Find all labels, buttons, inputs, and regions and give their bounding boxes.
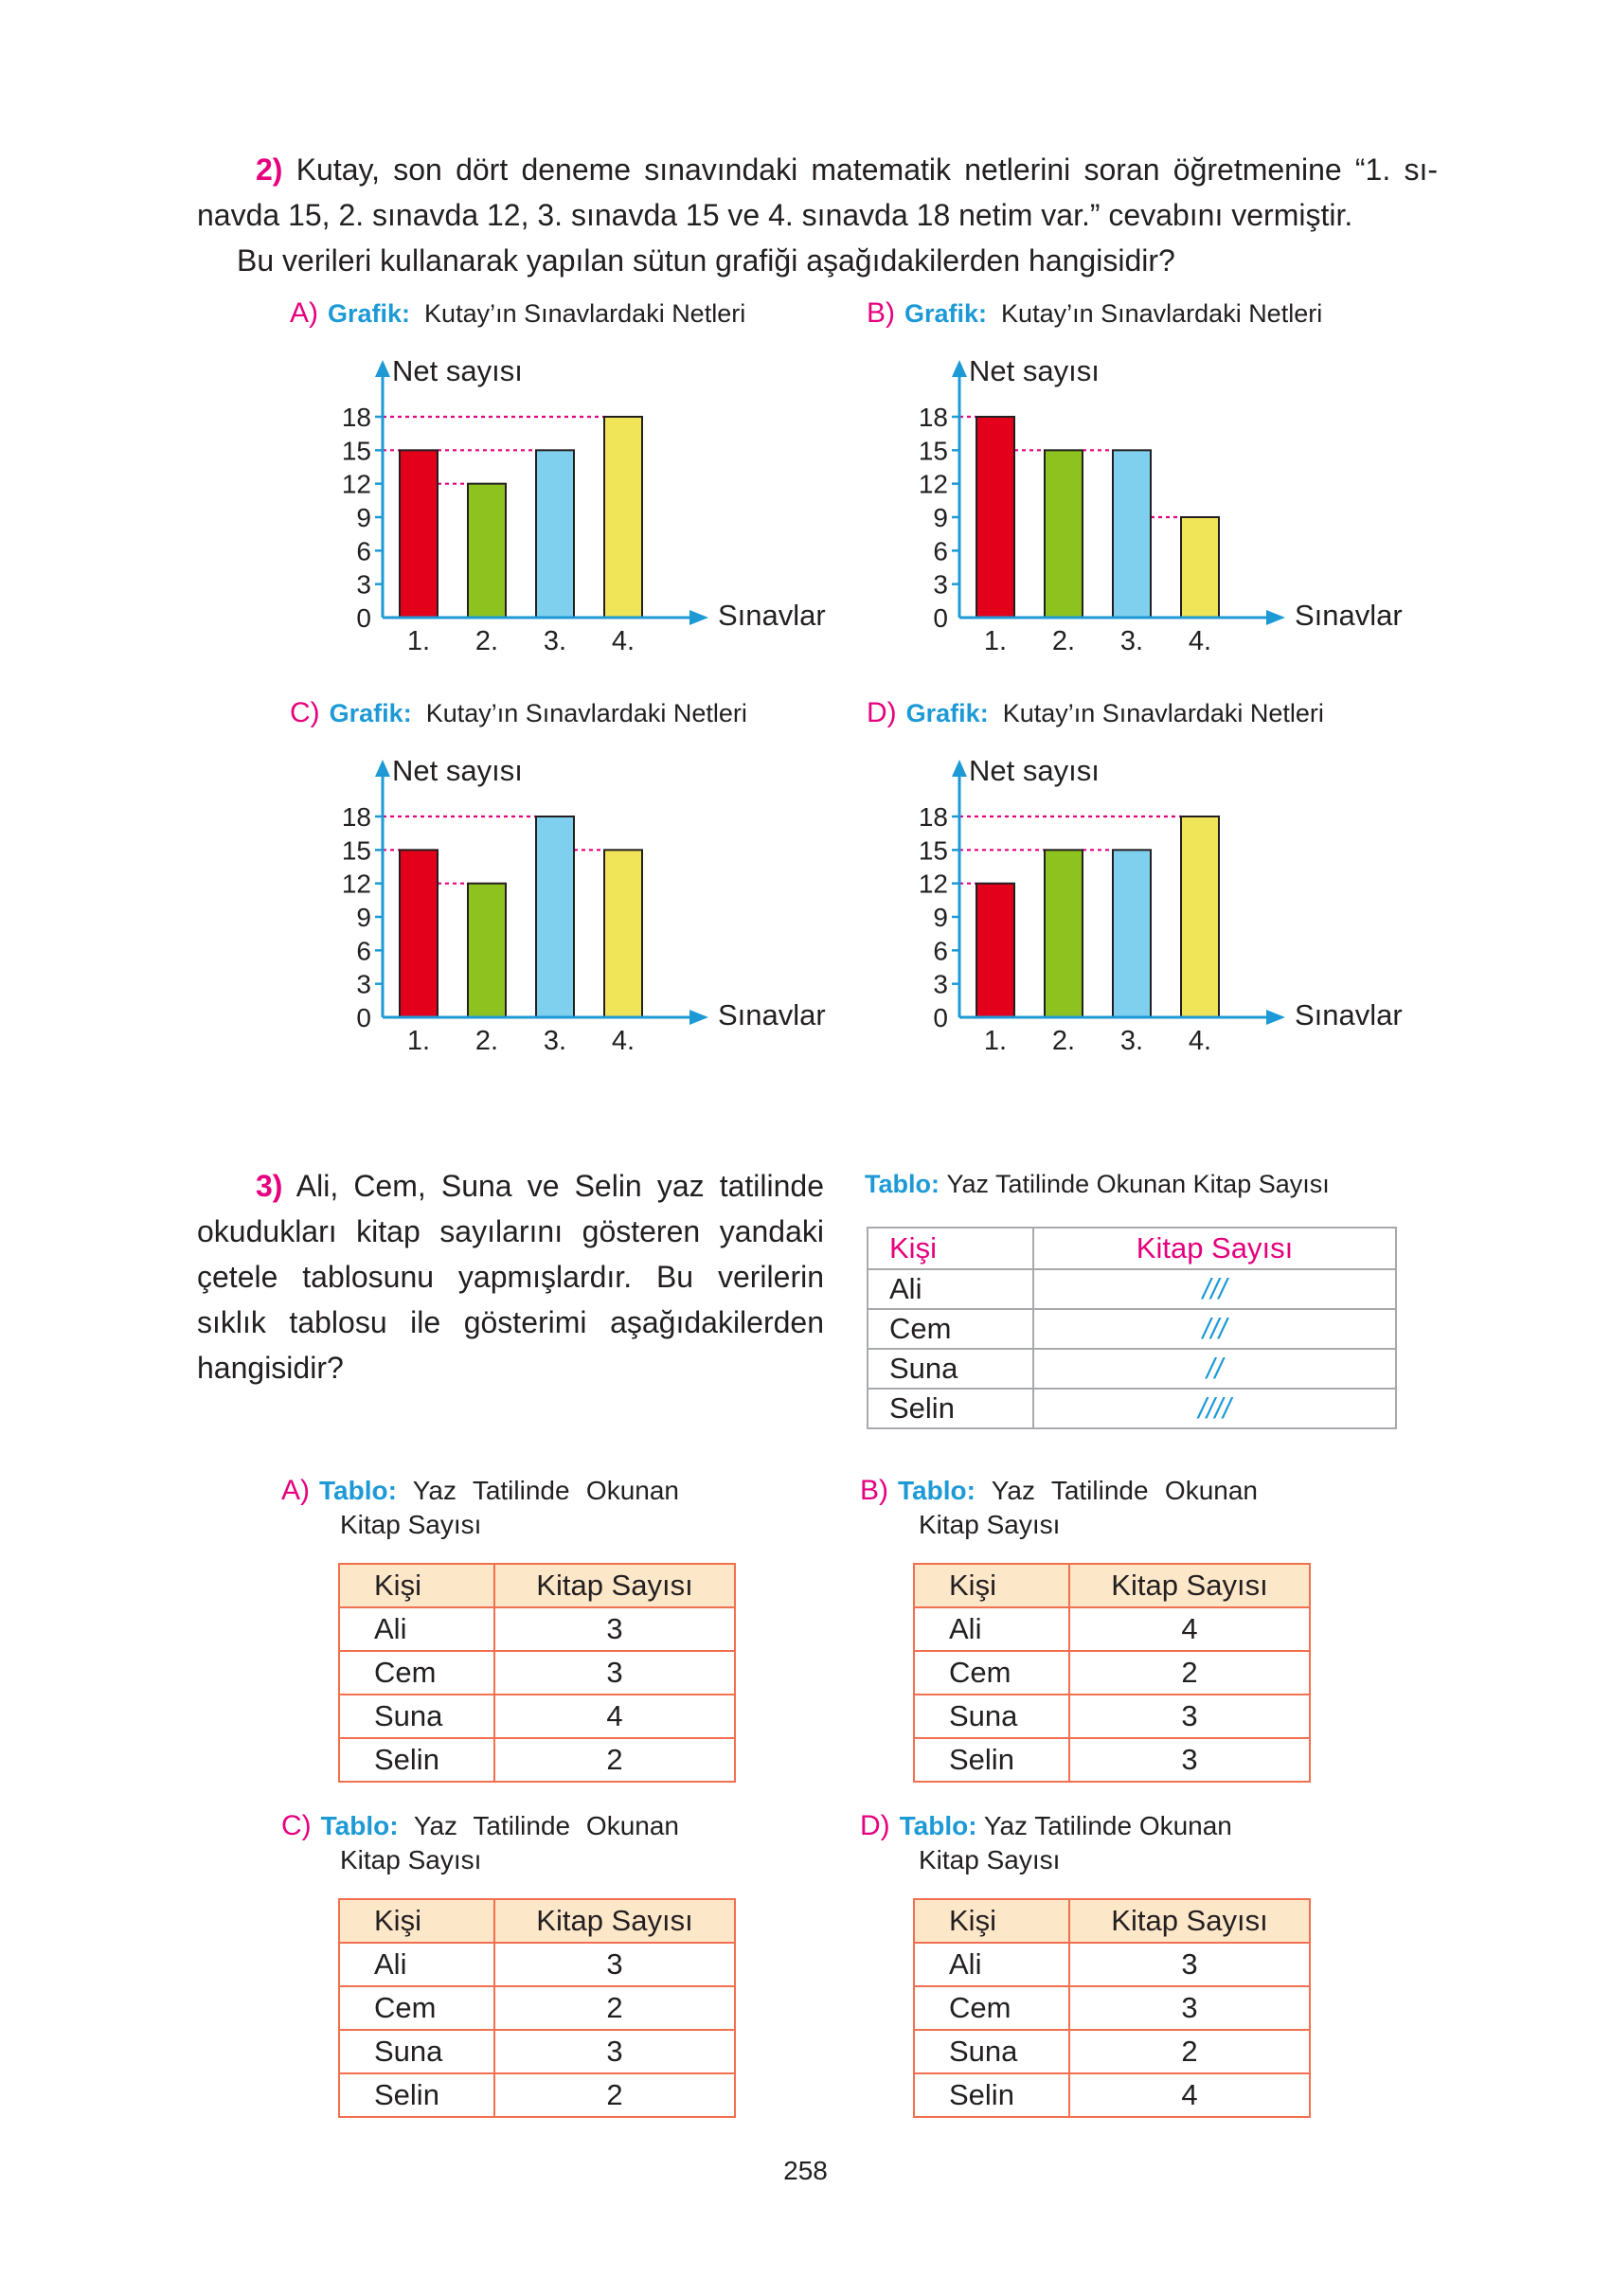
bar bbox=[1045, 450, 1083, 618]
table-row bbox=[914, 1607, 1310, 1651]
header-kitap-sayisi: Kitap Sayısı bbox=[494, 1564, 735, 1607]
x-tick-label: 2. bbox=[1051, 626, 1076, 656]
x-tick-label: 4. bbox=[1188, 626, 1212, 656]
option-title-line2: Kitap Sayısı bbox=[919, 1845, 1061, 1874]
tally-table-title bbox=[865, 1170, 1330, 1199]
page-number: 258 bbox=[783, 2156, 828, 2185]
option-letter: A) bbox=[281, 1475, 310, 1506]
cell-count: 4 bbox=[494, 1695, 735, 1738]
y-axis-arrow-icon bbox=[952, 360, 967, 377]
x-tick-label: 3. bbox=[543, 626, 567, 656]
cell-tally: /// bbox=[1033, 1309, 1396, 1349]
table-header-row bbox=[914, 1564, 1310, 1607]
cell-count: 2 bbox=[1069, 2030, 1310, 2073]
header-kitap-sayisi: Kitap Sayısı bbox=[1033, 1228, 1396, 1269]
y-tick-label: 12 bbox=[341, 869, 371, 899]
cell-count: 2 bbox=[1069, 1651, 1310, 1695]
x-axis-label: Sınavlar bbox=[718, 998, 826, 1031]
x-axis-arrow-icon bbox=[1266, 1010, 1285, 1025]
header-kisi: Kişi bbox=[339, 1564, 494, 1607]
table-header-row bbox=[339, 1899, 735, 1943]
table-row bbox=[868, 1309, 1396, 1349]
cell-count: 2 bbox=[494, 2073, 735, 2117]
cell-count: 3 bbox=[494, 1651, 735, 1695]
table-row bbox=[868, 1349, 1396, 1389]
x-tick-label: 4. bbox=[611, 1026, 635, 1056]
table-row bbox=[339, 1738, 735, 1782]
header-kisi: Kişi bbox=[339, 1899, 494, 1943]
y-tick-label: 0 bbox=[933, 603, 948, 633]
table-header-row bbox=[339, 1564, 735, 1607]
y-tick-label: 15 bbox=[918, 835, 948, 866]
bar bbox=[468, 884, 506, 1017]
x-tick-label: 3. bbox=[543, 1026, 567, 1056]
option-a-table bbox=[338, 1563, 736, 1783]
option-title-line1: Yaz Tatilinde Okunan bbox=[412, 1476, 679, 1505]
y-axis-arrow-icon bbox=[375, 760, 390, 777]
bar bbox=[400, 850, 438, 1017]
table-row bbox=[914, 1943, 1310, 1986]
bar-chart-b bbox=[889, 347, 1420, 669]
bar bbox=[400, 450, 438, 618]
option-d-table bbox=[913, 1898, 1311, 2118]
cell-name: Cem bbox=[339, 1986, 494, 2030]
table-label: Tablo: bbox=[319, 1476, 397, 1505]
bar bbox=[1113, 450, 1151, 618]
y-axis-label: Net sayısı bbox=[969, 754, 1100, 787]
option-title-line2: Kitap Sayısı bbox=[340, 1845, 482, 1874]
graph-title: Kutay’ın Sınavlardaki Netleri bbox=[424, 299, 746, 328]
cell-count: 2 bbox=[494, 1738, 735, 1782]
q3-option-d-header[interactable] bbox=[860, 1809, 1258, 1877]
table-row bbox=[914, 1651, 1310, 1695]
bar bbox=[536, 450, 574, 618]
header-kisi: Kişi bbox=[914, 1899, 1069, 1943]
q2-option-c-header[interactable] bbox=[290, 697, 747, 729]
graph-label: Grafik: bbox=[328, 299, 411, 328]
cell-name: Suna bbox=[914, 1695, 1069, 1738]
cell-name: Suna bbox=[868, 1349, 1033, 1389]
q2-number: 2) bbox=[256, 152, 283, 187]
cell-name: Ali bbox=[339, 1943, 494, 1986]
q3-line: sıklık tablosu ile gösterimi aşağıdakilerden bbox=[197, 1305, 824, 1339]
table-row bbox=[339, 2030, 735, 2073]
graph-title: Kutay’ın Sınavlardaki Netleri bbox=[1001, 299, 1323, 328]
y-tick-label: 6 bbox=[933, 536, 948, 566]
cell-name: Suna bbox=[339, 2030, 494, 2073]
y-tick-label: 18 bbox=[341, 802, 371, 832]
x-axis-label: Sınavlar bbox=[718, 599, 826, 632]
y-tick-label: 3 bbox=[356, 969, 371, 999]
y-tick-label: 0 bbox=[356, 603, 371, 633]
y-tick-label: 3 bbox=[933, 969, 948, 999]
header-kitap-sayisi: Kitap Sayısı bbox=[494, 1899, 735, 1943]
x-tick-label: 4. bbox=[611, 626, 635, 656]
cell-name: Ali bbox=[914, 1607, 1069, 1651]
y-tick-label: 3 bbox=[356, 569, 371, 600]
graph-label: Grafik: bbox=[329, 699, 412, 727]
option-title-line1: Yaz Tatilinde Okunan bbox=[413, 1811, 679, 1840]
y-tick-label: 0 bbox=[356, 1003, 371, 1032]
x-tick-label: 2. bbox=[474, 626, 499, 656]
graph-title: Kutay’ın Sınavlardaki Netleri bbox=[1002, 699, 1324, 727]
y-tick-label: 9 bbox=[933, 903, 948, 932]
table-row bbox=[868, 1389, 1396, 1428]
table-row bbox=[914, 2030, 1310, 2073]
table-row bbox=[914, 1738, 1310, 1782]
q2-option-letter: C) bbox=[290, 697, 320, 728]
cell-tally: // bbox=[1033, 1349, 1396, 1389]
bar bbox=[604, 417, 642, 618]
y-tick-label: 6 bbox=[356, 936, 371, 966]
header-kisi: Kişi bbox=[868, 1228, 1033, 1269]
table-row bbox=[339, 1695, 735, 1738]
y-axis-arrow-icon bbox=[952, 760, 967, 777]
cell-name: Cem bbox=[868, 1309, 1033, 1349]
table-row bbox=[339, 1986, 735, 2030]
header-kisi: Kişi bbox=[914, 1564, 1069, 1607]
x-tick-label: 1. bbox=[406, 626, 431, 656]
q2-option-a-header[interactable] bbox=[290, 297, 745, 330]
table-header-row bbox=[868, 1228, 1396, 1269]
option-title-line1: Yaz Tatilinde Okunan bbox=[983, 1811, 1232, 1840]
bar-chart-d bbox=[889, 746, 1420, 1068]
table-label: Tablo: bbox=[865, 1170, 940, 1198]
q3-number: 3) bbox=[256, 1169, 283, 1203]
y-tick-label: 18 bbox=[341, 403, 371, 432]
table-row bbox=[914, 1986, 1310, 2030]
table-row bbox=[868, 1269, 1396, 1309]
table-row bbox=[339, 1651, 735, 1695]
table-header-row bbox=[914, 1899, 1310, 1943]
y-tick-label: 15 bbox=[918, 436, 948, 466]
tally-table bbox=[867, 1227, 1397, 1429]
bar-chart-a bbox=[313, 347, 843, 669]
x-tick-label: 1. bbox=[406, 1026, 431, 1056]
graph-label: Grafik: bbox=[904, 299, 988, 328]
q2-option-letter: A) bbox=[290, 297, 318, 329]
bar bbox=[1181, 816, 1219, 1017]
x-tick-label: 4. bbox=[1188, 1026, 1212, 1056]
bar bbox=[536, 816, 574, 1017]
x-tick-label: 1. bbox=[983, 1026, 1008, 1056]
table-label: Tablo: bbox=[320, 1811, 399, 1840]
q3-option-b-header[interactable] bbox=[860, 1474, 1258, 1542]
table-row bbox=[339, 2073, 735, 2117]
option-title-line1: Yaz Tatilinde Okunan bbox=[991, 1476, 1258, 1505]
y-tick-label: 0 bbox=[933, 1003, 948, 1032]
y-axis-label: Net sayısı bbox=[969, 354, 1100, 387]
x-tick-label: 3. bbox=[1119, 626, 1144, 656]
cell-name: Suna bbox=[339, 1695, 494, 1738]
header-kitap-sayisi: Kitap Sayısı bbox=[1069, 1899, 1310, 1943]
cell-count: 3 bbox=[1069, 1738, 1310, 1782]
table-row bbox=[914, 2073, 1310, 2117]
cell-name: Cem bbox=[914, 1986, 1069, 2030]
cell-name: Selin bbox=[339, 2073, 494, 2117]
cell-count: 4 bbox=[1069, 2073, 1310, 2117]
y-tick-label: 18 bbox=[918, 802, 948, 832]
option-title-line2: Kitap Sayısı bbox=[919, 1510, 1061, 1539]
q3-line: Ali, Cem, Suna ve Selin yaz tatilinde bbox=[295, 1169, 825, 1203]
q2-option-b-header[interactable] bbox=[867, 297, 1322, 330]
q3-line: çetele tablosunu yapmışlardır. Bu verilerin bbox=[197, 1260, 824, 1294]
q2-option-d-header[interactable] bbox=[867, 697, 1324, 729]
cell-name: Ali bbox=[868, 1269, 1033, 1309]
cell-name: Selin bbox=[339, 1738, 494, 1782]
y-tick-label: 3 bbox=[933, 569, 948, 600]
option-b-table bbox=[913, 1563, 1311, 1783]
y-tick-label: 15 bbox=[341, 436, 371, 466]
option-c-table bbox=[338, 1898, 736, 2118]
q2-line2: navda 15, 2. sınavda 12, 3. sınavda 15 ve 4. sınavda 18 netim var.” cevabını vermiştir. bbox=[197, 198, 1353, 232]
q2-option-letter: D) bbox=[867, 697, 897, 728]
option-title-line2: Kitap Sayısı bbox=[340, 1510, 482, 1539]
q2-option-letter: B) bbox=[867, 297, 895, 329]
bar-chart-c bbox=[313, 746, 843, 1068]
y-tick-label: 9 bbox=[356, 503, 371, 532]
cell-tally: //// bbox=[1033, 1389, 1396, 1428]
q3-option-c-header[interactable] bbox=[281, 1809, 679, 1877]
bar bbox=[1181, 517, 1219, 618]
cell-name: Selin bbox=[914, 1738, 1069, 1782]
y-tick-label: 6 bbox=[356, 536, 371, 566]
cell-count: 4 bbox=[1069, 1607, 1310, 1651]
q3-text bbox=[197, 1163, 824, 1390]
cell-count: 3 bbox=[494, 1943, 735, 1986]
table-label: Tablo: bbox=[899, 1811, 977, 1840]
table-row bbox=[914, 1695, 1310, 1738]
x-axis-arrow-icon bbox=[689, 610, 708, 625]
cell-name: Selin bbox=[914, 2073, 1069, 2117]
bar bbox=[976, 417, 1014, 618]
bar bbox=[1045, 850, 1083, 1017]
y-tick-label: 12 bbox=[918, 469, 948, 499]
table-row bbox=[339, 1607, 735, 1651]
x-axis-arrow-icon bbox=[689, 1010, 708, 1025]
cell-name: Cem bbox=[914, 1651, 1069, 1695]
bar bbox=[1113, 850, 1151, 1017]
option-letter: C) bbox=[281, 1810, 312, 1841]
cell-name: Ali bbox=[914, 1943, 1069, 1986]
graph-label: Grafik: bbox=[905, 699, 989, 727]
q3-option-a-header[interactable] bbox=[281, 1474, 679, 1542]
option-letter: B) bbox=[860, 1475, 888, 1506]
x-tick-label: 1. bbox=[983, 626, 1008, 656]
cell-name: Ali bbox=[339, 1607, 494, 1651]
bar bbox=[604, 850, 642, 1017]
x-tick-label: 3. bbox=[1119, 1026, 1144, 1056]
y-tick-label: 18 bbox=[918, 403, 948, 432]
option-letter: D) bbox=[860, 1810, 890, 1841]
cell-count: 3 bbox=[1069, 1943, 1310, 1986]
bar bbox=[976, 884, 1014, 1017]
y-tick-label: 12 bbox=[918, 869, 948, 899]
table-label: Tablo: bbox=[898, 1476, 976, 1505]
cell-count: 3 bbox=[1069, 1695, 1310, 1738]
header-kitap-sayisi: Kitap Sayısı bbox=[1069, 1564, 1310, 1607]
q3-line: hangisidir? bbox=[197, 1351, 344, 1385]
graph-title: Kutay’ın Sınavlardaki Netleri bbox=[425, 699, 747, 727]
y-tick-label: 6 bbox=[933, 936, 948, 966]
y-tick-label: 9 bbox=[933, 503, 948, 532]
q2-line3: Bu verileri kullanarak yapılan sütun grafiği aşağıdakilerden hangisidir? bbox=[237, 243, 1175, 278]
y-tick-label: 15 bbox=[341, 835, 371, 866]
cell-name: Suna bbox=[914, 2030, 1069, 2073]
cell-count: 2 bbox=[494, 1986, 735, 2030]
y-axis-label: Net sayısı bbox=[392, 754, 523, 787]
x-axis-label: Sınavlar bbox=[1295, 599, 1403, 632]
x-tick-label: 2. bbox=[1051, 1026, 1076, 1056]
bar bbox=[468, 484, 506, 618]
cell-name: Cem bbox=[339, 1651, 494, 1695]
table-row bbox=[339, 1943, 735, 1986]
table-title: Yaz Tatilinde Okunan Kitap Sayısı bbox=[946, 1170, 1330, 1198]
q2-line1: Kutay, son dört deneme sınavındaki matematik netlerini soran öğretmenine “1. sı- bbox=[295, 152, 1439, 187]
y-axis-label: Net sayısı bbox=[392, 354, 523, 387]
cell-count: 3 bbox=[494, 1607, 735, 1651]
q2-text bbox=[197, 147, 1438, 283]
cell-count: 3 bbox=[1069, 1986, 1310, 2030]
cell-count: 3 bbox=[494, 2030, 735, 2073]
q3-line: okudukları kitap sayılarını gösteren yandaki bbox=[197, 1214, 824, 1248]
y-tick-label: 9 bbox=[356, 903, 371, 932]
x-tick-label: 2. bbox=[474, 1026, 499, 1056]
y-axis-arrow-icon bbox=[375, 360, 390, 377]
x-axis-label: Sınavlar bbox=[1295, 998, 1403, 1031]
y-tick-label: 12 bbox=[341, 469, 371, 499]
x-axis-arrow-icon bbox=[1266, 610, 1285, 625]
cell-tally: /// bbox=[1033, 1269, 1396, 1309]
cell-name: Selin bbox=[868, 1389, 1033, 1428]
